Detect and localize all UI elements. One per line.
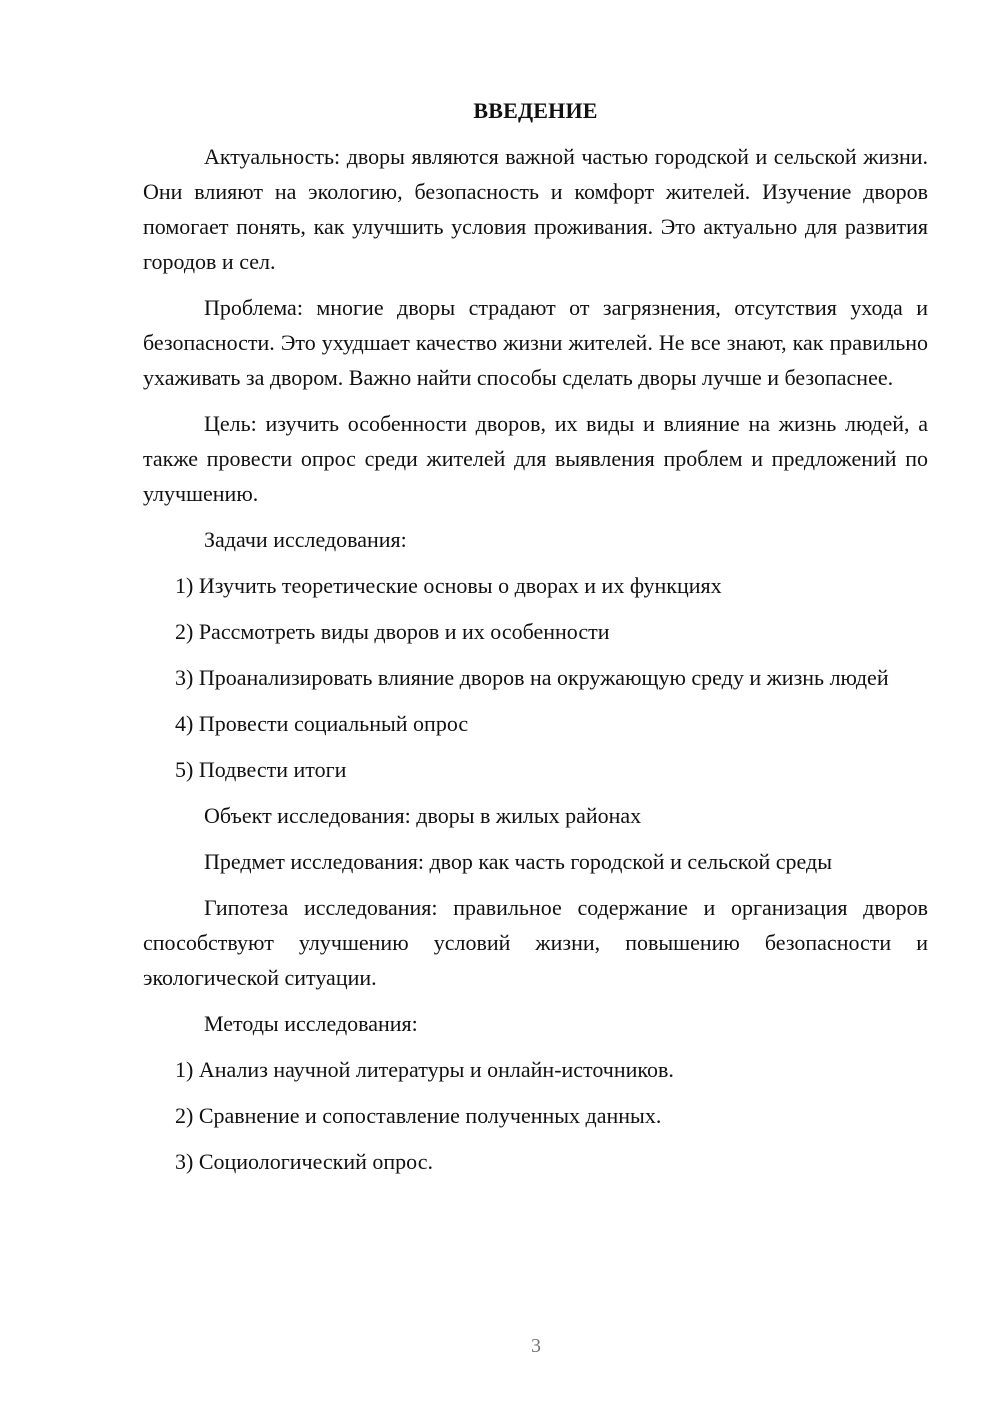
methods-heading: Методы исследования: bbox=[204, 1011, 418, 1036]
task-item-1: 1) Изучить теоретические основы о дворах и их функциях bbox=[175, 573, 722, 598]
relevance-paragraph: Актуальность: дворы являются важной частью городской и сельской жизни. Они влияют на экологию, безопасность и комфорт жителей. Изучение дворов помогает понять, как улучшить условия проживания. Это актуально для развития городов и сел. bbox=[143, 144, 928, 274]
research-subject: Предмет исследования: двор как часть городской и сельской среды bbox=[204, 849, 832, 874]
goal-paragraph: Цель: изучить особенности дворов, их виды и влияние на жизнь людей, а также провести опрос среди жителей для выявления проблем и предложений по улучшению. bbox=[143, 411, 928, 506]
task-item-5: 5) Подвести итоги bbox=[175, 757, 347, 782]
task-item-2: 2) Рассмотреть виды дворов и их особенности bbox=[175, 619, 610, 644]
task-item-3: 3) Проанализировать влияние дворов на окружающую среду и жизнь людей bbox=[175, 665, 889, 690]
tasks-heading: Задачи исследования: bbox=[204, 527, 407, 552]
method-item-1: 1) Анализ научной литературы и онлайн-источников. bbox=[175, 1057, 674, 1082]
page-number: 3 bbox=[531, 1335, 541, 1357]
page-title: ВВЕДЕНИЕ bbox=[473, 98, 598, 123]
research-hypothesis: Гипотеза исследования: правильное содержание и организация дворов способствуют улучшению условий жизни, повышению безопасности и экологической ситуации. bbox=[143, 895, 928, 990]
task-item-4: 4) Провести социальный опрос bbox=[175, 711, 469, 736]
problem-paragraph: Проблема: многие дворы страдают от загрязнения, отсутствия ухода и безопасности. Это ухудшает качество жизни жителей. Не все знают, как правильно ухаживать за двором. Важно найти способы сделать дворы лучше и безопаснее. bbox=[143, 295, 928, 390]
document-page bbox=[143, 96, 928, 1190]
method-item-3: 3) Социологический опрос. bbox=[175, 1149, 433, 1174]
method-item-2: 2) Сравнение и сопоставление полученных данных. bbox=[175, 1103, 662, 1128]
research-object: Объект исследования: дворы в жилых районах bbox=[204, 803, 642, 828]
